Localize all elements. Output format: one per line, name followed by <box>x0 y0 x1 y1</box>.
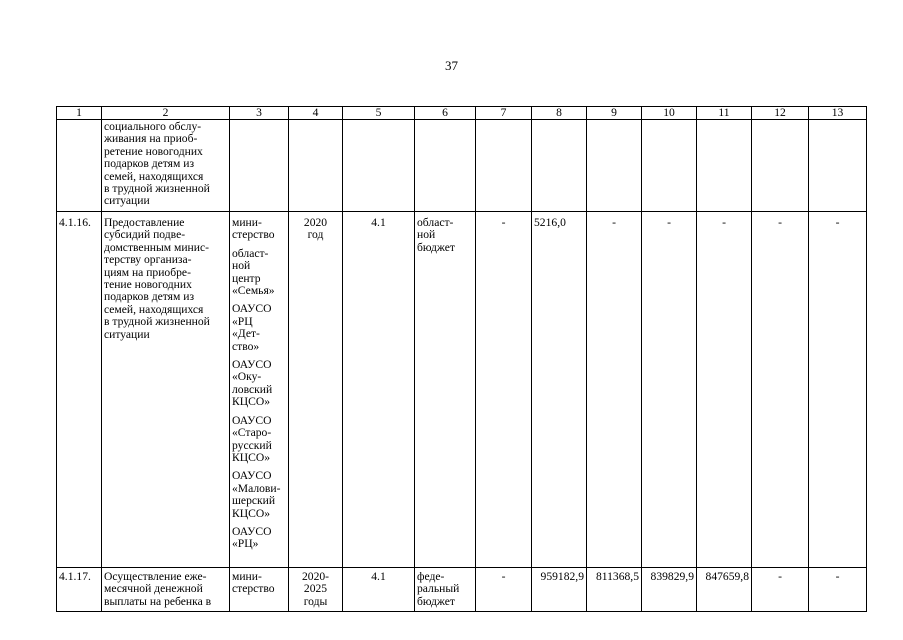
executor-name: ОАУСО «Оку- ловский КЦСО» <box>232 358 273 409</box>
target-cell: 4.1 <box>343 212 415 568</box>
header-row <box>57 107 867 120</box>
executor-name: мини- стерство <box>232 216 275 242</box>
value-cell-7: - <box>476 568 532 612</box>
value-cell-12: - <box>752 212 809 568</box>
header-cell: 3 <box>230 107 289 120</box>
executor-name: ОАУСО «Старо- русский КЦСО» <box>232 413 272 464</box>
value-cell-11: - <box>697 212 752 568</box>
header-cell: 12 <box>752 107 809 120</box>
executor-name: ОАУСО «Малови- шерский КЦСО» <box>232 469 281 520</box>
executors-cell <box>230 212 289 568</box>
term-cell: 2020 год <box>289 212 343 568</box>
header-cell: 1 <box>57 107 102 120</box>
activity-name-cell: Осуществление еже- месячной денежной выплаты на ребенка в <box>102 568 230 612</box>
value-cell-13: - <box>809 212 867 568</box>
header-cell: 10 <box>642 107 697 120</box>
value-cell-10: 839829,9 <box>642 568 697 612</box>
value-cell-7: - <box>476 212 532 568</box>
executors-cell: мини- стерство <box>230 568 289 612</box>
table-cell <box>587 120 642 212</box>
value-cell-8: 5216,0 <box>532 212 587 568</box>
header-cell: 6 <box>415 107 476 120</box>
row-number-cell: 4.1.17. <box>57 568 102 612</box>
executor-name: ОАУСО «РЦ «Дет- ство» <box>232 302 272 353</box>
value-cell-9: 811368,5 <box>587 568 642 612</box>
header-cell: 4 <box>289 107 343 120</box>
table-cell <box>230 120 289 212</box>
header-cell: 11 <box>697 107 752 120</box>
table-cell <box>57 120 102 212</box>
funding-source-cell: феде- ральный бюджет <box>415 568 476 612</box>
table-cell <box>289 120 343 212</box>
value-cell-13: - <box>809 568 867 612</box>
header-cell: 7 <box>476 107 532 120</box>
table-cell <box>415 120 476 212</box>
activity-name-cell: Предоставление субсидий подве- домственным минис- терству организа- циям на приобре- тение новогодних подарков детям из семей, находящихся в трудной жизненной ситуации <box>102 212 230 568</box>
table-cell <box>642 120 697 212</box>
header-cell: 5 <box>343 107 415 120</box>
executor-name: област- ной центр «Семья» <box>232 246 275 298</box>
page-number: 37 <box>445 58 458 73</box>
term-cell: 2020- 2025 годы <box>289 568 343 612</box>
header-cell: 13 <box>809 107 867 120</box>
executor-name: ОАУСО «РЦ» <box>232 524 272 551</box>
table-cell <box>809 120 867 212</box>
value-cell-11: 847659,8 <box>697 568 752 612</box>
activity-name-cell: социального обслу- живания на приоб- ретение новогодних подарков детям из семей, находящихся в трудной жизненной ситуации <box>102 120 230 212</box>
table-cell <box>697 120 752 212</box>
header-cell: 2 <box>102 107 230 120</box>
header-cell: 9 <box>587 107 642 120</box>
value-cell-8: 959182,9 <box>532 568 587 612</box>
table-row-continuation <box>57 120 867 212</box>
row-number-cell: 4.1.16. <box>57 212 102 568</box>
target-cell: 4.1 <box>343 568 415 612</box>
table-cell <box>343 120 415 212</box>
table-cell <box>532 120 587 212</box>
value-cell-9: - <box>587 212 642 568</box>
table-cell <box>476 120 532 212</box>
program-table <box>56 106 867 612</box>
table-cell <box>752 120 809 212</box>
funding-source-cell: област- ной бюджет <box>415 212 476 568</box>
table-row-4-1-16 <box>57 212 867 568</box>
value-cell-12: - <box>752 568 809 612</box>
table-row-4-1-17 <box>57 568 867 612</box>
header-cell: 8 <box>532 107 587 120</box>
value-cell-10: - <box>642 212 697 568</box>
